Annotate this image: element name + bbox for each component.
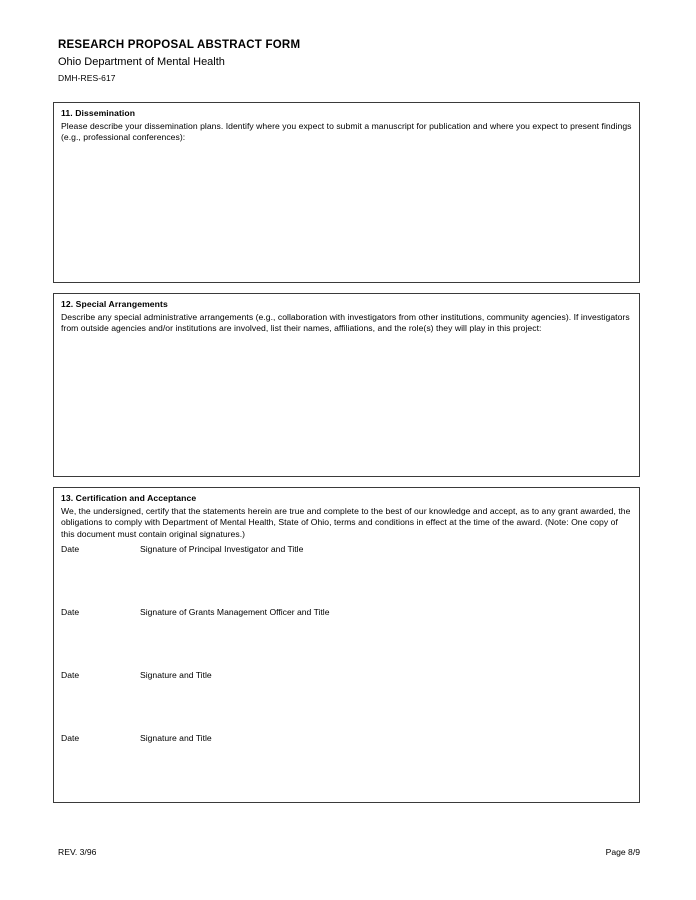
section-certification-instructions: We, the undersigned, certify that the statements herein are true and complete to the best of our knowledge and accept, as to any grant awarded, the obligations to comply with Department of Mental Health, State of Ohio, terms and conditions in effect at the time of the award. (Note: One copy of this document must contain original signatures.) <box>61 505 631 539</box>
footer-page-number: Page 8/9 <box>605 847 640 857</box>
section-special-arrangements-instructions: Describe any special administrative arrangements (e.g., collaboration with investigators from other institutions, community agencies). If investigators from outside agencies and/or institutions are involved, list their names, affiliations, and the role(s) they will play in this project: <box>61 311 630 334</box>
agency-name: Ohio Department of Mental Health <box>58 56 225 68</box>
signature-title-label: Signature and Title <box>140 733 212 743</box>
section-dissemination <box>53 102 640 283</box>
section-dissemination-instructions: Please describe your dissemination plans. Identify where you expect to submit a manuscript for publication and where you expect to present findings (e.g., professional conferences): <box>61 120 632 143</box>
footer-revision: REV. 3/96 <box>58 847 97 857</box>
section-special-arrangements-heading: 12. Special Arrangements <box>61 299 168 309</box>
form-code: DMH-RES-617 <box>58 73 116 83</box>
signature-row <box>54 544 639 607</box>
signature-title-label: Signature and Title <box>140 670 212 680</box>
signature-title-label: Signature of Grants Management Officer and Title <box>140 607 330 617</box>
signature-date-label: Date <box>61 670 80 680</box>
section-certification-heading: 13. Certification and Acceptance <box>61 493 197 503</box>
section-special-arrangements <box>53 293 640 477</box>
signature-row <box>54 670 639 733</box>
signature-date-label: Date <box>61 733 80 743</box>
section-dissemination-content <box>54 103 639 144</box>
signature-block <box>54 544 639 796</box>
signature-row <box>54 733 639 796</box>
signature-date-label: Date <box>61 607 80 617</box>
page-title: RESEARCH PROPOSAL ABSTRACT FORM <box>58 39 301 51</box>
document-header <box>58 38 618 84</box>
section-certification-content <box>54 488 639 540</box>
section-special-arrangements-content <box>54 294 639 335</box>
document-footer <box>58 846 640 860</box>
signature-row <box>54 607 639 670</box>
signature-title-label: Signature of Principal Investigator and Title <box>140 544 304 554</box>
signature-date-label: Date <box>61 544 80 554</box>
section-certification <box>53 487 640 803</box>
section-dissemination-heading: 11. Dissemination <box>61 108 136 118</box>
